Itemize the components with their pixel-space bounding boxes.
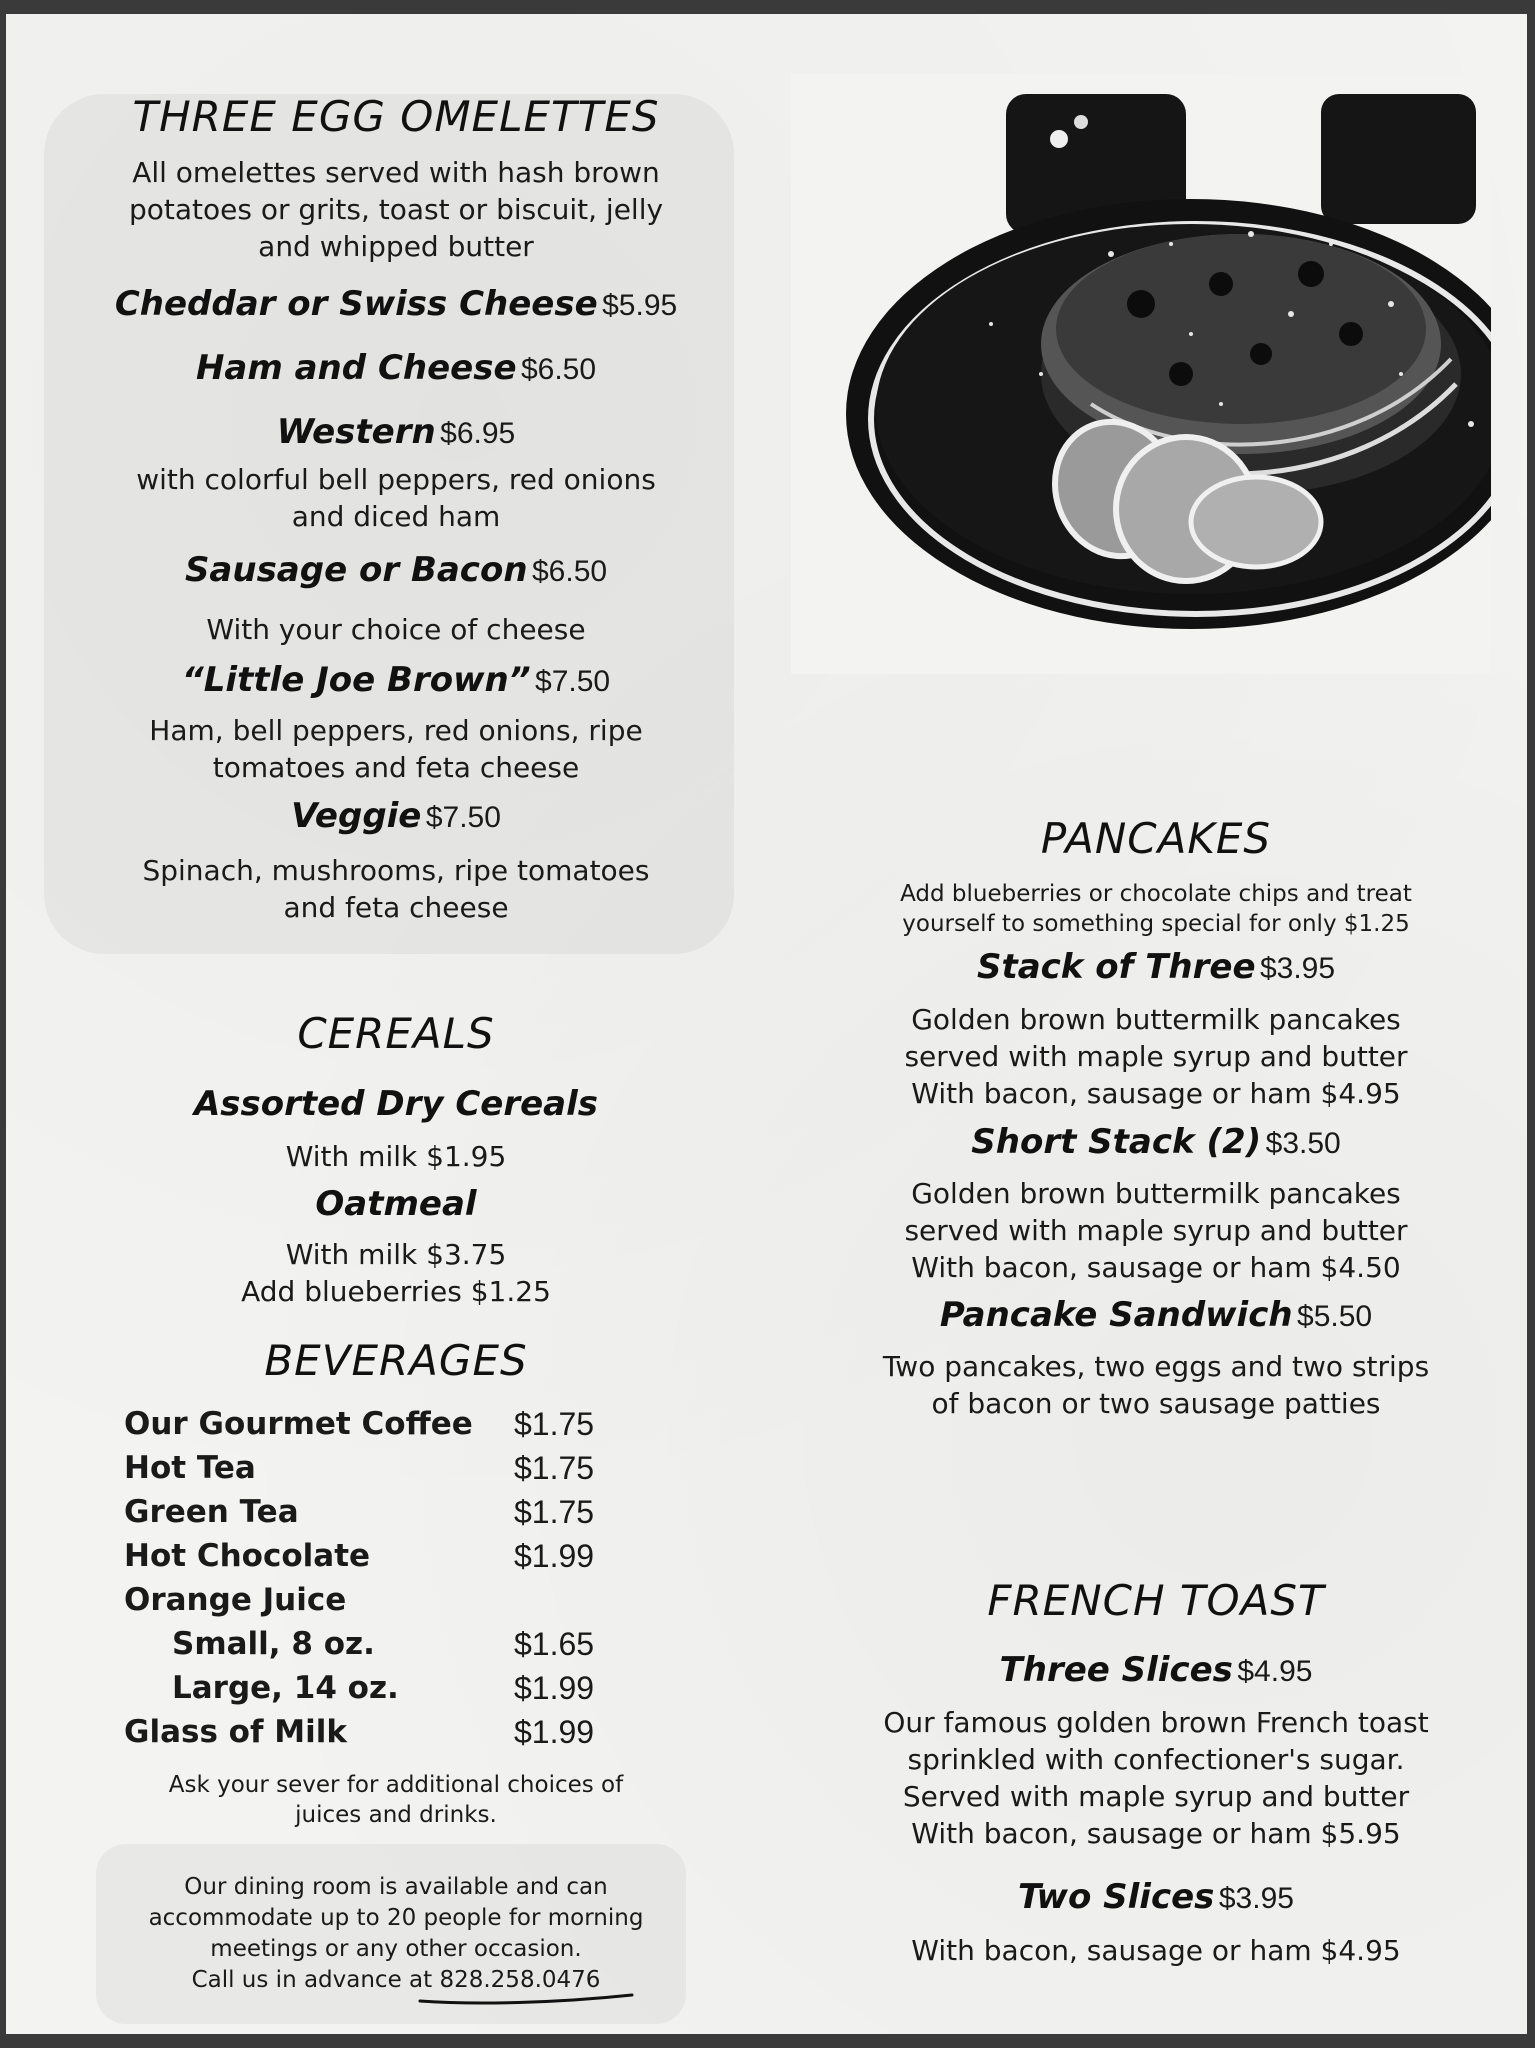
handwritten-underline <box>416 1989 636 2009</box>
menu-item <box>66 1084 726 1124</box>
item-name: Short Stack (2) <box>971 1122 1262 1162</box>
item-description <box>806 1175 1506 1286</box>
desc-line: Add blueberries $1.25 <box>241 1275 551 1308</box>
item-price: $5.95 <box>602 289 678 322</box>
beverage-row <box>124 1406 644 1450</box>
desc-line: and diced ham <box>291 500 501 533</box>
beverage-name: Green Tea <box>124 1494 299 1530</box>
note-line: juices and drinks. <box>295 1802 497 1828</box>
beverage-row <box>124 1450 644 1494</box>
menu-item <box>66 550 726 590</box>
desc-line: Ham, bell peppers, red onions, ripe <box>149 714 643 747</box>
note-line: accommodate up to 20 people for morning <box>148 1905 644 1931</box>
desc-line: With milk $3.75 <box>285 1238 507 1271</box>
desc-line: sprinkled with confectioner's sugar. <box>907 1743 1405 1776</box>
item-price: $6.95 <box>440 417 516 450</box>
item-name: Oatmeal <box>315 1184 477 1224</box>
note-line: meetings or any other occasion. <box>210 1936 582 1962</box>
desc-line: and feta cheese <box>283 891 509 924</box>
item-description <box>66 852 726 926</box>
menu-item <box>66 284 726 324</box>
beverage-name: Large, 14 oz. <box>172 1670 399 1706</box>
section-heading: PANCAKES <box>1040 814 1272 863</box>
item-price: $3.50 <box>1265 1127 1341 1160</box>
item-description <box>66 1236 726 1310</box>
item-name: Assorted Dry Cereals <box>193 1084 599 1124</box>
beverage-name: Hot Tea <box>124 1450 256 1486</box>
desc-line: With bacon, sausage or ham $4.95 <box>911 1934 1401 1967</box>
item-description <box>806 1932 1506 1969</box>
item-name: Three Slices <box>999 1650 1233 1690</box>
item-price: $6.50 <box>531 555 608 588</box>
desc-line: with colorful bell peppers, red onions <box>136 463 656 496</box>
beverage-name: Orange Juice <box>124 1582 347 1618</box>
french-toast-title <box>806 1576 1506 1625</box>
item-price: $3.95 <box>1218 1882 1294 1915</box>
intro-line: Add blueberries or chocolate chips and treat <box>900 881 1412 907</box>
desc-line: served with maple syrup and butter <box>904 1040 1408 1073</box>
menu-item <box>66 1184 726 1224</box>
menu-page <box>6 14 1527 2034</box>
beverage-row <box>124 1538 644 1582</box>
intro-line: yourself to something special for only $1.25 <box>902 911 1410 937</box>
beverage-name: Small, 8 oz. <box>172 1626 375 1662</box>
menu-item <box>66 660 726 700</box>
beverage-name: Our Gourmet Coffee <box>124 1406 473 1442</box>
menu-item <box>806 947 1506 987</box>
beverage-row <box>124 1626 644 1670</box>
omelettes-title <box>66 92 726 141</box>
item-name: Sausage or Bacon <box>184 550 528 590</box>
item-price: $4.95 <box>1237 1655 1313 1688</box>
phone-line: Call us in advance at 828.258.0476 <box>191 1967 601 1993</box>
item-price: $5.50 <box>1297 1300 1373 1333</box>
beverage-price: $1.75 <box>514 1406 595 1442</box>
pancake-photo <box>791 74 1491 674</box>
beverage-price: $1.99 <box>514 1538 595 1574</box>
beverage-name: Hot Chocolate <box>124 1538 371 1574</box>
item-description <box>66 1138 726 1175</box>
cereals-title <box>66 1009 726 1058</box>
desc-line: Our famous golden brown French toast <box>883 1706 1429 1739</box>
desc-line: With milk $1.95 <box>285 1140 507 1173</box>
menu-item <box>806 1122 1506 1162</box>
menu-item <box>806 1650 1506 1690</box>
item-description <box>66 611 726 648</box>
beverages-note <box>66 1770 726 1830</box>
section-heading: BEVERAGES <box>264 1336 528 1385</box>
dining-note <box>66 1872 726 1996</box>
item-name: Veggie <box>291 796 422 836</box>
menu-item <box>66 348 726 388</box>
desc-line: Golden brown buttermilk pancakes <box>911 1003 1401 1036</box>
item-name: Pancake Sandwich <box>939 1295 1293 1335</box>
section-heading: THREE EGG OMELETTES <box>132 92 660 141</box>
beverage-name: Glass of Milk <box>124 1714 347 1750</box>
note-line: Our dining room is available and can <box>184 1874 608 1900</box>
desc-line: Golden brown buttermilk pancakes <box>911 1177 1401 1210</box>
item-name: Cheddar or Swiss Cheese <box>114 284 598 324</box>
omelettes-intro <box>66 154 726 265</box>
item-description <box>806 1704 1506 1852</box>
desc-line: With bacon, sausage or ham $4.50 <box>911 1251 1401 1284</box>
beverage-price: $1.75 <box>514 1450 595 1486</box>
item-description <box>66 461 726 535</box>
intro-line: All omelettes served with hash brown <box>132 156 660 189</box>
desc-line: With bacon, sausage or ham $4.95 <box>911 1077 1401 1110</box>
item-description <box>66 712 726 786</box>
desc-line: served with maple syrup and butter <box>904 1214 1408 1247</box>
item-name: Stack of Three <box>976 947 1256 987</box>
beverage-price: $1.99 <box>514 1670 595 1706</box>
item-name: Two Slices <box>1018 1877 1215 1917</box>
pancakes-title <box>806 814 1506 863</box>
pancakes-intro <box>806 879 1506 939</box>
beverage-row <box>124 1494 644 1538</box>
item-name: Western <box>276 412 436 452</box>
desc-line: of bacon or two sausage patties <box>931 1387 1381 1420</box>
section-heading: FRENCH TOAST <box>987 1576 1325 1625</box>
intro-line: and whipped butter <box>258 230 534 263</box>
menu-item <box>66 412 726 452</box>
desc-line: With bacon, sausage or ham $5.95 <box>911 1817 1401 1850</box>
item-price: $6.50 <box>520 353 597 386</box>
beverage-price: $1.99 <box>514 1714 595 1750</box>
beverages-title <box>66 1336 726 1385</box>
item-name: Ham and Cheese <box>195 348 517 388</box>
desc-line: Two pancakes, two eggs and two strips <box>882 1350 1430 1383</box>
beverage-price: $1.65 <box>514 1626 595 1662</box>
item-description <box>806 1001 1506 1112</box>
menu-item <box>806 1877 1506 1917</box>
beverage-row <box>124 1670 644 1714</box>
beverage-price: $1.75 <box>514 1494 595 1530</box>
beverage-row <box>124 1582 644 1626</box>
section-heading: CEREALS <box>297 1009 495 1058</box>
desc-line: Spinach, mushrooms, ripe tomatoes <box>142 854 650 887</box>
item-name: “Little Joe Brown” <box>181 660 531 700</box>
desc-line: Served with maple syrup and butter <box>902 1780 1410 1813</box>
desc-line: tomatoes and feta cheese <box>212 751 580 784</box>
intro-line: potatoes or grits, toast or biscuit, jelly <box>128 193 664 226</box>
menu-item <box>66 796 726 836</box>
note-line: Ask your sever for additional choices of <box>168 1772 624 1798</box>
menu-item <box>806 1295 1506 1335</box>
desc-line: With your choice of cheese <box>206 613 586 646</box>
item-description <box>806 1348 1506 1422</box>
beverage-row <box>124 1714 644 1758</box>
item-price: $3.95 <box>1259 952 1336 985</box>
item-price: $7.50 <box>535 665 611 698</box>
item-price: $7.50 <box>425 801 501 834</box>
